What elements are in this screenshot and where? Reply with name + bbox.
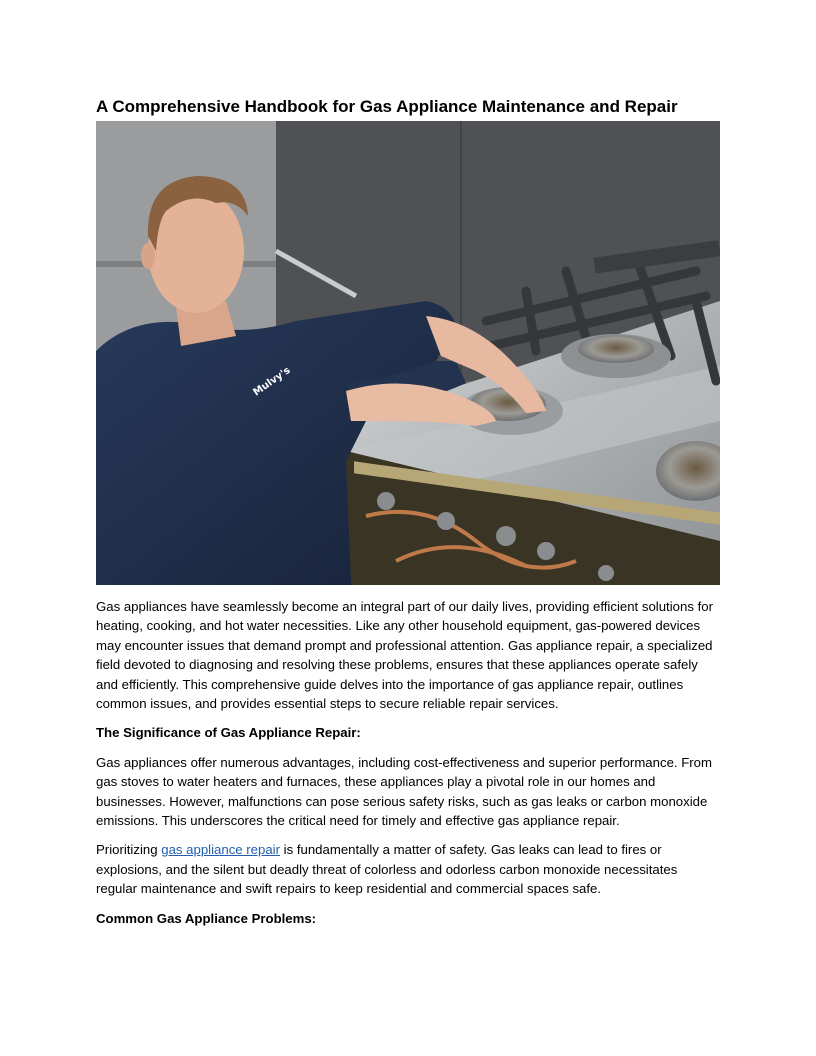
gas-appliance-repair-link[interactable]: gas appliance repair — [161, 842, 280, 858]
safety-text-before: Prioritizing — [96, 842, 162, 858]
significance-paragraph: Gas appliances offer numerous advantages, including cost-effectiveness and superior performance. From gas stoves to water heaters and furnaces, these appliances play a pivotal role in our homes and businesses. However, malfunctions can pose serious safety risks, such as gas leaks or carbon monoxide emissions. This underscores the critical need for timely and effective gas appliance repair. — [96, 754, 712, 829]
article-body — [96, 597, 722, 938]
jacket-logo: Mulvy's — [251, 365, 293, 399]
significance-heading: The Significance of Gas Appliance Repair: — [96, 725, 361, 741]
technician-repairing-gas-stove-photo — [96, 121, 720, 585]
safety-text-after: is fundamentally a matter of safety. Gas leaks can lead to fires or explosions, and the silent but deadly threat of colorless and odorless carbon monoxide necessitates regular maintenance and swift repairs to keep residential and commercial spaces safe. — [96, 842, 678, 897]
intro-paragraph: Gas appliances have seamlessly become an integral part of our daily lives, providing efficient solutions for heating, cooking, and hot water necessities. Like any other household equipment, gas-powered devices may encounter issues that demand prompt and professional attention. Gas appliance repair, a specialized field devoted to diagnosing and resolving these problems, ensures that these appliances operate safely and efficiently. This comprehensive guide delves into the importance of gas appliance repair, outlines common issues, and provides essential steps to secure reliable repair services. — [96, 599, 713, 712]
problems-heading: Common Gas Appliance Problems: — [96, 910, 317, 926]
safety-paragraph — [96, 840, 722, 898]
document-title: A Comprehensive Handbook for Gas Appliance Maintenance and Repair — [96, 97, 678, 116]
